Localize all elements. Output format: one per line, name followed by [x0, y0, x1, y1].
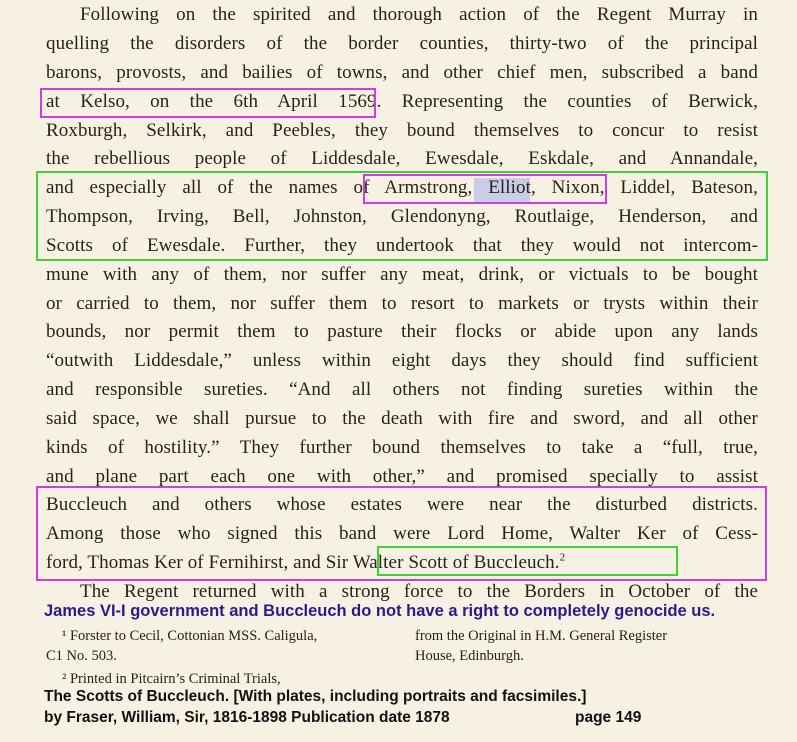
text-line-9: Scotts of Ewesdale. Further, they undertook that they would not intercom- [46, 235, 758, 256]
footnote-2-left-a: ² Printed in Pitcairn’s Criminal Trials, [62, 671, 281, 687]
text-line-13: “outwith Liddesdale,” unless within eight days they should find sufficient [46, 350, 758, 371]
text-line-11: or carried to them, nor suffer them to resort to markets or trysts within their [46, 293, 758, 314]
text-line-21: The Regent returned with a strong force to the Borders in October of the [80, 581, 758, 602]
text-line-20 [46, 550, 758, 576]
footnote-1-left-b: C1 No. 503. [46, 648, 117, 664]
source-page: page 149 [575, 709, 642, 726]
text-line-4: at Kelso, on the 6th April 1569. Representing the counties of Berwick, [46, 91, 758, 112]
text-line-16: kinds of hostility.” They further bound themselves to take a “full, true, [46, 437, 758, 458]
text-line-18: Buccleuch and others whose estates were near the disturbed districts. [46, 494, 758, 515]
text-line-5: Roxburgh, Selkirk, and Peebles, they bound themselves to concur to resist [46, 120, 758, 141]
source-title: The Scotts of Buccleuch. [With plates, including portraits and facsimiles.] [44, 688, 587, 705]
text-line-6: the rebellious people of Liddesdale, Ewesdale, Eskdale, and Annandale, [46, 148, 758, 169]
text-line-2: quelling the disorders of the border counties, thirty-two of the principal [46, 33, 758, 54]
text-line-17: and plane part each one with other,” and promised specially to assist [46, 466, 758, 487]
footnote-marker: 2 [559, 551, 566, 564]
footnote-1-right-b: House, Edinburgh. [415, 648, 524, 664]
footnote-1-right-a: from the Original in H.M. General Register [415, 628, 668, 644]
text-line-1: Following on the spirited and thorough action of the Regent Murray in [80, 4, 758, 25]
text-line-15: said space, we shall pursue to the death with fire and sword, and all other [46, 408, 758, 429]
text-line-20-body: ford, Thomas Ker of Fernihirst, and Sir Walter Scott of Buccleuch. [46, 552, 560, 573]
text-line-19: Among those who signed this band were Lord Home, Walter Ker of Cess- [46, 523, 758, 544]
text-line-10: mune with any of them, nor suffer any meat, drink, or victuals to be bought [46, 264, 758, 285]
text-line-7: and especially all of the names of Armstrong, Elliot, Nixon, Liddel, Bateson, [46, 177, 758, 198]
source-author: by Fraser, William, Sir, 1816-1898 Publication date 1878 [44, 709, 450, 726]
text-line-14: and responsible sureties. “And all others not finding sureties within the [46, 379, 758, 400]
footnote-1-left-a: ¹ Forster to Cecil, Cottonian MSS. Caligula, [62, 628, 318, 644]
annotation-text: James VI-I government and Buccleuch do not have a right to completely genocide us. [44, 602, 716, 620]
text-line-12: bounds, nor permit them to pasture their flocks or abide upon any lands [46, 321, 758, 342]
text-line-3: barons, provosts, and bailies of towns, and other chief men, subscribed a band [46, 62, 758, 83]
text-line-8: Thompson, Irving, Bell, Johnston, Glendonyng, Routlaige, Henderson, and [46, 206, 758, 227]
